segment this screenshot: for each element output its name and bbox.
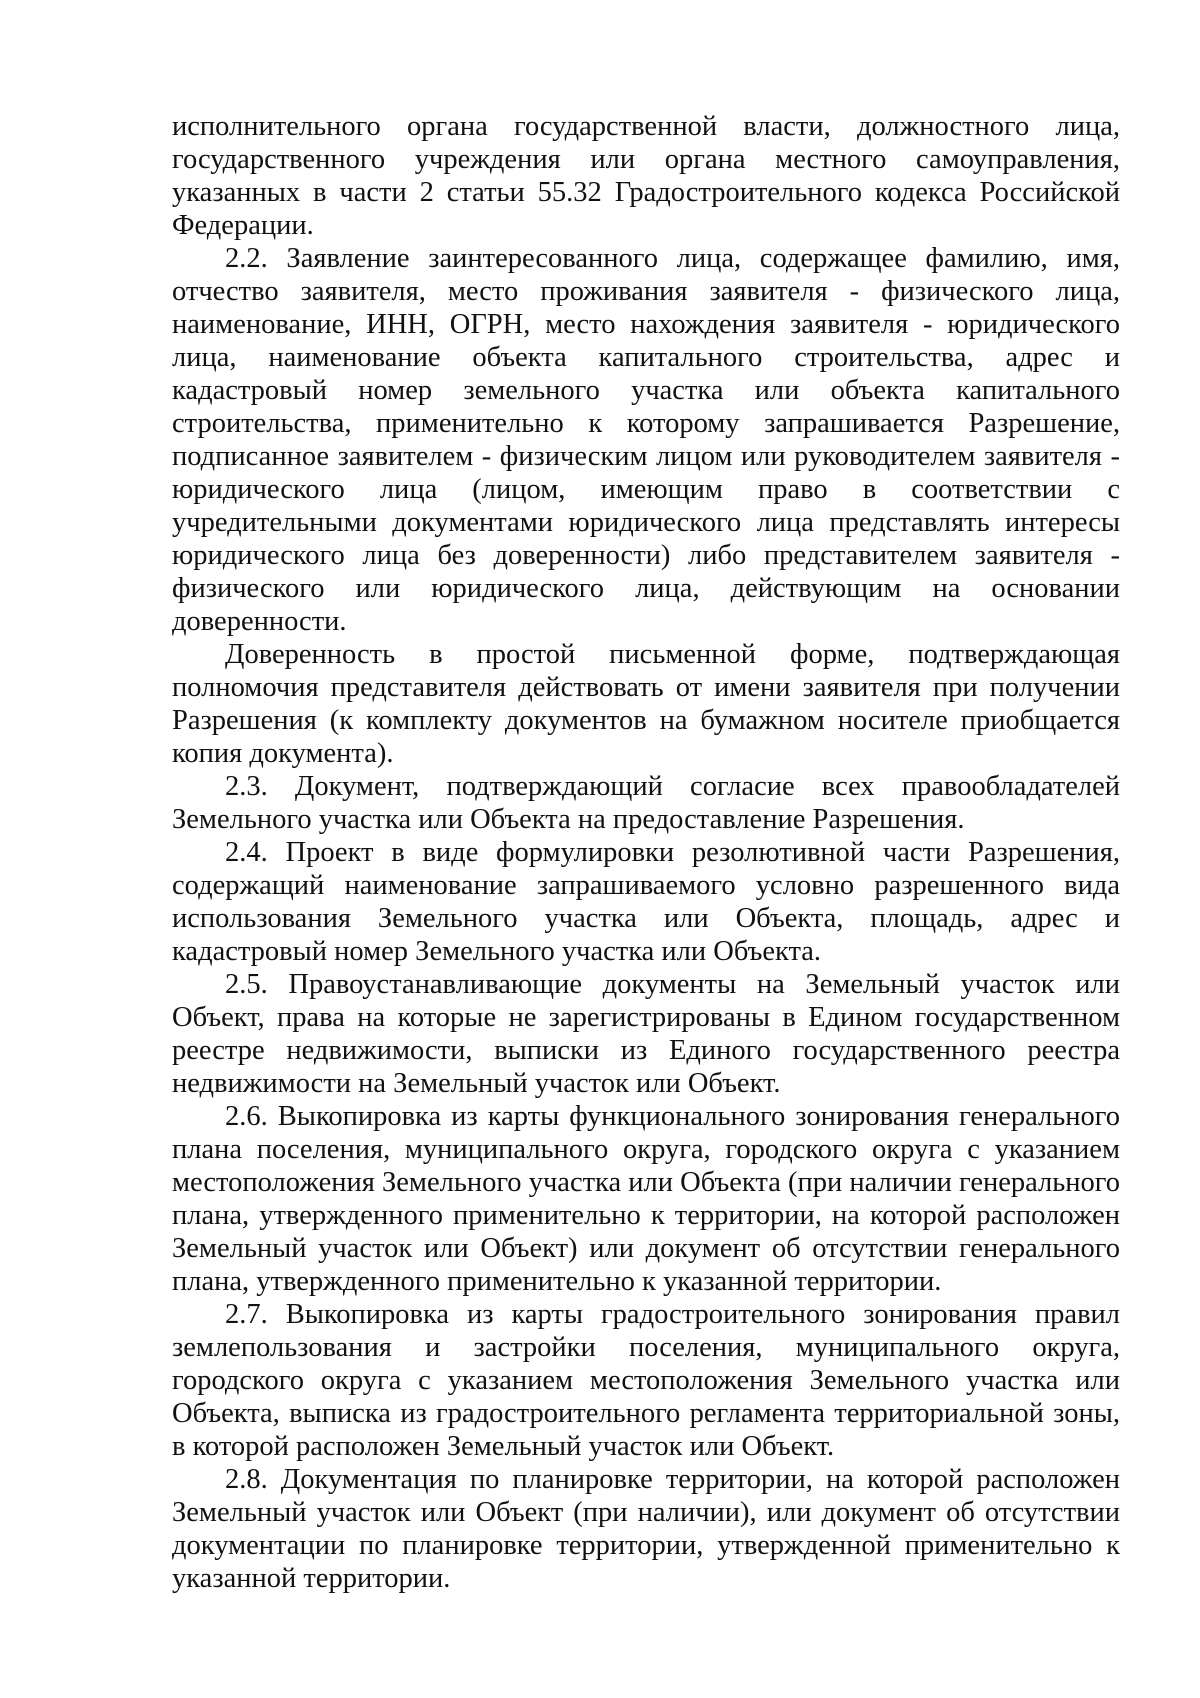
paragraph-power-of-attorney: Доверенность в простой письменной форме, подтверждающая полномочия представителя действовать от имени заявителя при получении Разрешения (к комплекту документов на бумажном носителе приобщается копия документа). [172, 639, 1120, 769]
paragraph-2-4-draft: 2.4. Проект в виде формулировки резолютивной части Разрешения, содержащий наименование запрашиваемого условно разрешенного вида использования Земельного участка или Объекта, площадь, адрес и кадастровый номер Земельного участка или Объекта. [172, 837, 1120, 967]
paragraph-2-2-application: 2.2. Заявление заинтересованного лица, содержащее фамилию, имя, отчество заявителя, место проживания заявителя - физического лица, наименование, ИНН, ОГРН, место нахождения заявителя - юридического лица, наименование объекта капитального строительства, адрес и кадастровый номер земельного участка или объекта капитального строительства, применительно к которому запрашивается Разрешение, подписанное заявителем - физическим лицом или руководителем заявителя - юридического лица (лицом, имеющим право в соответствии с учредительными документами юридического лица представлять интересы юридического лица без доверенности) либо представителем заявителя - физического или юридического лица, действующим на основании доверенности. [172, 243, 1120, 637]
paragraph-2-5-title-documents: 2.5. Правоустанавливающие документы на Земельный участок или Объект, права на которые не зарегистрированы в Едином государственном реестре недвижимости, выписки из Единого государственного реестра недвижимости на Земельный участок или Объект. [172, 969, 1120, 1099]
paragraph-2-8-planning-documentation: 2.8. Документация по планировке территории, на которой расположен Земельный участок или Объект (при наличии), или документ об отсутствии документации по планировке территории, утвержденной применительно к указанной территории. [172, 1464, 1120, 1594]
paragraph-continuation: исполнительного органа государственной власти, должностного лица, государственного учреждения или органа местного самоуправления, указанных в части 2 статьи 55.32 Градостроительного кодекса Российской Федерации. [172, 111, 1120, 241]
paragraph-2-6-functional-zoning: 2.6. Выкопировка из карты функционального зонирования генерального плана поселения, муниципального округа, городского округа с указанием местоположения Земельного участка или Объекта (при наличии генерального плана, утвержденного применительно к территории, на которой расположен Земельный участок или Объект) или документ об отсутствии генерального плана, утвержденного применительно к указанной территории. [172, 1101, 1120, 1297]
paragraph-2-3-consent: 2.3. Документ, подтверждающий согласие всех правообладателей Земельного участка или Объекта на предоставление Разрешения. [172, 771, 1120, 835]
document-body [172, 110, 1120, 1595]
paragraph-2-7-urban-zoning: 2.7. Выкопировка из карты градостроительного зонирования правил землепользования и застройки поселения, муниципального округа, городского округа с указанием местоположения Земельного участка или Объекта, выписка из градостроительного регламента территориальной зоны, в которой расположен Земельный участок или Объект. [172, 1299, 1120, 1462]
